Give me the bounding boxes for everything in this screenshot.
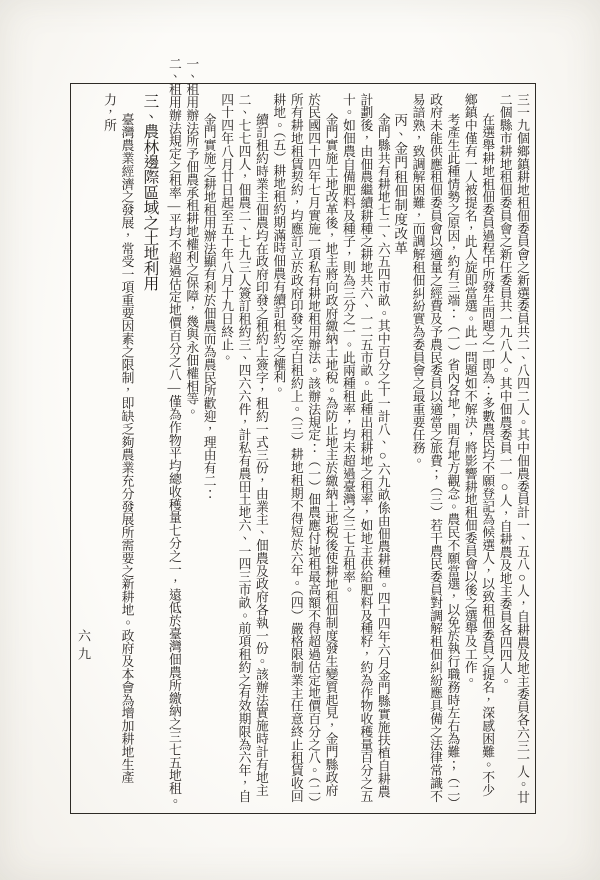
body-paragraph-rental-regulation: 金門實施土地改革後，地主將向政府繳納土地稅。為防止地主於繳納土地稅後使耕地租佃制度發生變質起見，金門縣政府於民國四十四年七月實施一項私有耕地租用辦法。該辦法規定：（一）佃農應付地租最高額不得超過估定地價百分之八。（二）所有耕地租賃契約，均應訂立於政府印發之空白租約上。（三）耕地租期不得短於六年。（四）嚴格限制業主任意終止租賃收回耕地。（五）耕地租約期滿時佃農有續訂租約之權利。 (271, 93, 338, 809)
body-paragraph-election-problem: 在選舉耕地租佃委員過程中所發生問題之一即為：多數農民均不願登記為候選人，以致租佃委員之提名，深感困難。不少鄉鎮中僅有一人被提名，此人旋即當選。此一問題如不解決，將影響耕地租佃委員會以後之選舉及工作。 (462, 93, 495, 797)
page-number: 六九 (76, 629, 91, 665)
body-paragraph-kinmen-tenancy: 金門縣共有耕地七二、六五四市畝。其中百分之十一計八、○六九畝係由佃農耕種。四十四年六月金門縣實施扶植自耕農計劃後，由佃農繼續耕種之耕地共六、一二五市畝。此種出租耕地之租率，如地主供給肥料及種籽，約為作物收穫量百分之五十。如佃農自備肥料及種子，則為三分之一。此兩種租率，均未超過臺灣之三七五租率。 (340, 93, 390, 803)
page-border-frame (70, 57, 536, 814)
vertical-text-block (100, 57, 530, 809)
body-paragraph-contract-signing: 續訂租約時業主佃農均在政府印發之租約上簽字，租約一式三份，由業主、佃農及政府各執一份。該辦法實施時計有地主二、七七四人，佃農二、七九三人簽訂租約三、四六六件，計私有農田土地六、一四三市畝。前項租約之有效期限為六年，自四十四年八月廿日起至五十年八月十九日終止。 (219, 93, 268, 803)
list-item-benefit-1: 一、租用辦法所予佃農承租耕地權利之保障，幾與永佃權相等。 (184, 57, 199, 419)
body-paragraph-benefits-intro: 金門實施之耕地租用辦法顯有利於佃農而為農民所歡迎，理由有二： (201, 113, 216, 500)
list-item-benefit-2: 二、租用辦法規定之租率—平均不超過估定地價百分之八—僅為作物平均總收穫量七分之一，遠低於臺灣佃農所繳納之三七五地租。 (166, 57, 181, 808)
body-paragraph-causes: 考產生此種情勢之原因，約有三端：（一）省內各地，間有地方觀念。農民不願當選，以免於執行職務時左右為難；（二）政府未能供應租佃委員會以適量之經費及予農民委員以適當之旅費；（三）若干農民委員對調解租佃糾紛應具備之法律常識不易諳熟，致調解困難，而調解租佃糾紛實為委員會之最重要任務。 (410, 93, 460, 804)
section-title-marginal-land: 三、農林邊際區域之土地利用 (141, 93, 159, 291)
body-paragraph-continuation: 三一九個鄉鎮耕地租佃委員會之新選委員共二、八四二人。其中佃農委員計一、五八○人，自耕農及地主委員各六三一人。廿二個縣市耕地租佃委員會之新任委員共一九八人。其中佃農委員一一○人，自耕農及地主委員各四四人。 (497, 93, 529, 804)
body-paragraph-marginal-land: 臺灣農業經濟之發展，常受一項重要因素之限制，即缺乏夠農業充分發展所需要之新耕地。政府及本會為增加耕地生產力，所 (102, 93, 134, 784)
subsection-heading-kinmen: 丙、金門租佃制度改革 (392, 113, 408, 255)
